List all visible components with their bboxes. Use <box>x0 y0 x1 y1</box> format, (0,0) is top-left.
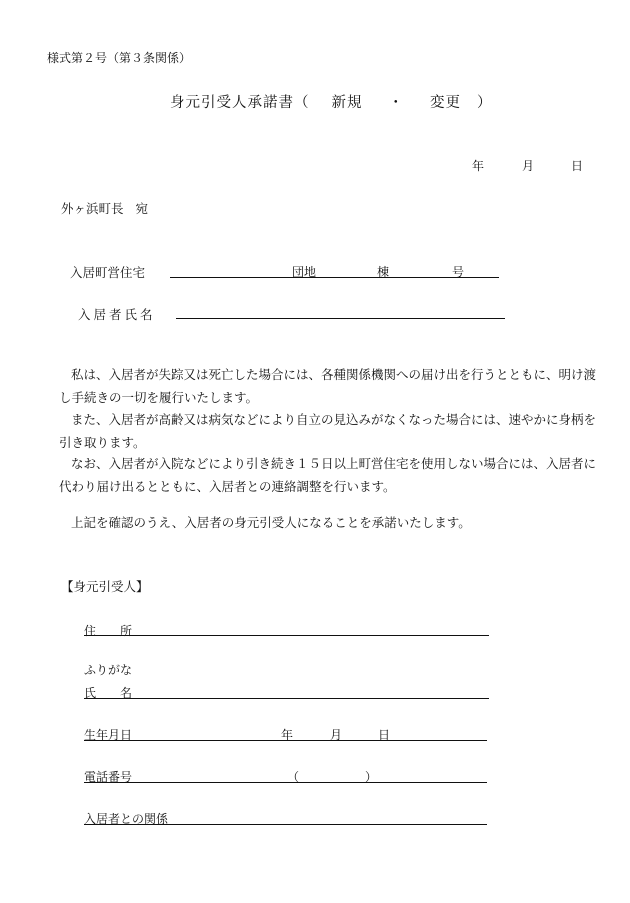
title-main: 身元引受人承諾書（ <box>170 95 310 111</box>
guarantor-phone-label: 電話番号 <box>84 770 133 784</box>
title-close: ） <box>477 95 493 111</box>
addressee <box>61 199 148 217</box>
guarantor-birth-year-label: 年 <box>281 728 294 742</box>
date-month-label: 月 <box>522 159 535 173</box>
paragraph-3-text: なお、入居者が入院などにより引き続き１５日以上町営住宅を使用しない場合には、入居者に代わり届け出るとともに、入居者との連絡調整を行います。 <box>59 456 597 494</box>
paragraph-4 <box>59 512 607 535</box>
guarantor-relation-input-line[interactable] <box>84 824 487 825</box>
guarantor-phone-paren-close: ） <box>365 770 378 784</box>
guarantor-birthdate-label: 生年月日 <box>84 728 133 742</box>
title-option-change[interactable]: 変更 <box>430 95 461 111</box>
addressee-suffix: 宛 <box>135 201 149 216</box>
paragraph-1 <box>59 364 607 409</box>
guarantor-furigana-label: ふりがな <box>84 663 133 677</box>
form-number: 様式第２号（第３条関係） <box>47 51 192 65</box>
guarantor-heading: 【身元引受人】 <box>61 579 149 594</box>
housing-danchi-label: 団地 <box>292 265 317 279</box>
paragraph-2 <box>59 409 607 454</box>
housing-go-label: 号 <box>452 265 465 279</box>
guarantor-name-input-line[interactable] <box>84 698 489 699</box>
date-year-label: 年 <box>472 159 485 173</box>
resident-name-label: 入居者氏名 <box>78 307 156 322</box>
housing-label: 入居町営住宅 <box>70 265 146 280</box>
housing-to-label: 棟 <box>377 265 390 279</box>
paragraph-1-text: 私は、入居者が失踪又は死亡した場合には、各種関係機関への届け出を行うとともに、明け渡し手続きの一切を履行いたします。 <box>59 367 597 405</box>
paragraph-3 <box>59 453 607 498</box>
guarantor-birth-day-label: 日 <box>378 728 391 742</box>
guarantor-phone-input-line[interactable] <box>84 782 487 783</box>
document-title <box>170 91 493 112</box>
guarantor-name-label: 氏 名 <box>84 686 133 700</box>
guarantor-address-input-line[interactable] <box>84 635 489 636</box>
paragraph-2-text: また、入居者が高齢又は病気などにより自立の見込みがなくなった場合には、速やかに身柄を引き取ります。 <box>59 412 597 450</box>
title-separator: ・ <box>388 95 404 111</box>
guarantor-birth-month-label: 月 <box>330 728 343 742</box>
resident-name-input-line[interactable] <box>176 318 505 319</box>
title-option-new[interactable]: 新規 <box>331 95 363 111</box>
guarantor-phone-paren-open: （ <box>287 770 300 784</box>
housing-input-line[interactable] <box>170 277 499 278</box>
guarantor-address-label: 住 所 <box>84 624 133 638</box>
addressee-name: 外ヶ浜町長 <box>61 201 124 216</box>
guarantor-relation-label: 入居者との関係 <box>84 812 169 826</box>
date-day-label: 日 <box>571 159 584 173</box>
guarantor-birthdate-input-line[interactable] <box>84 740 487 741</box>
paragraph-4-text: 上記を確認のうえ、入居者の身元引受人になることを承諾いたします。 <box>71 515 471 530</box>
